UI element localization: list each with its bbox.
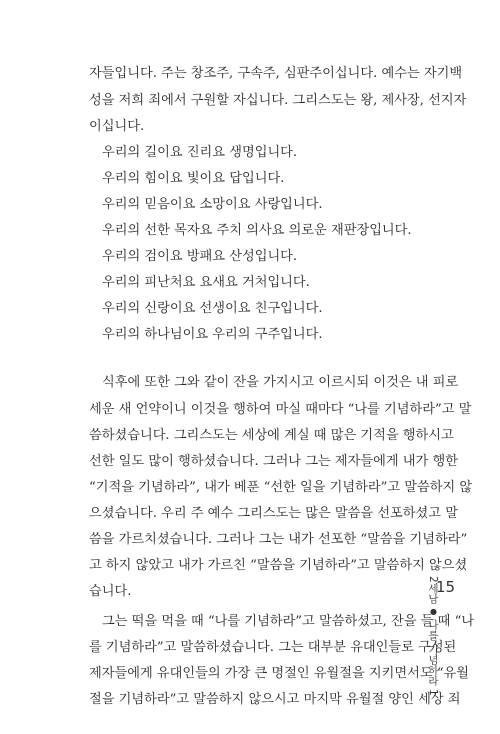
text-line: 선한 일도 많이 행하셨습니다. 그러나 그는 제자들에게 내가 행한: [89, 454, 458, 469]
litany-line: 우리의 신랑이요 선생이요 친구입니다.: [102, 301, 323, 316]
text-line: 성을 저희 죄에서 구원할 자십니다. 그리스도는 왕, 제사장, 선지자: [89, 93, 467, 108]
text-line: 그는 떡을 먹을 때 “나를 기념하라”고 말씀하셨고, 잔을 들 때 “나: [102, 614, 475, 629]
litany-line: 우리의 힘이요 빛이요 답입니다.: [102, 171, 285, 186]
litany-line: 우리의 피난처요 요새요 거처입니다.: [102, 275, 310, 290]
chapter-title: 나를 기념하라 1: [427, 619, 439, 696]
litany-line: 우리의 하나님이요 우리의 구주입니다.: [102, 327, 323, 342]
text-line: 세운 새 언약이니 이것을 행하여 마실 때마다 “나를 기념하라”고 말: [89, 402, 472, 417]
text-line: 제자들에게 유대인들의 가장 큰 명절인 유월절을 지키면서도 “유월: [89, 666, 470, 681]
text-line: 자들입니다. 주는 창조주, 구속주, 심판주이십니다. 예수는 자기백: [89, 66, 463, 81]
text-line: “기적을 기념하라”, 내가 베푼 “선한 일을 기념하라”고 말씀하지 않: [89, 480, 473, 495]
text-line: 를 기념하라”고 말씀하셨습니다. 그는 대부분 유대인들로 구성된: [89, 640, 457, 655]
text-line: 씀을 가르치셨습니다. 그러나 그는 내가 선포한 “말씀을 기념하라”: [89, 532, 468, 547]
litany-line: 우리의 선한 목자요 주치 의사요 의로운 재판장입니다.: [102, 223, 412, 238]
page-number: 15: [436, 578, 456, 596]
text-line: 씀하셨습니다. 그리스도는 세상에 계실 때 많은 기적을 행하시고: [89, 428, 454, 443]
text-line: 이십니다.: [89, 119, 145, 134]
chapter-label: 2세남: [427, 576, 439, 604]
bullet-icon: ●: [429, 607, 438, 617]
litany-line: 우리의 검이요 방패요 산성입니다.: [102, 249, 298, 264]
text-line: 습니다.: [89, 584, 132, 599]
litany-line: 우리의 길이요 진리요 생명입니다.: [102, 145, 298, 160]
text-line: 절을 기념하라”고 말씀하지 않으시고 마지막 유월절 양인 세상 죄: [89, 692, 461, 707]
text-line: 으셨습니다. 우리 주 예수 그리스도는 많은 말씀을 선포하셨고 말: [89, 506, 458, 521]
litany-line: 우리의 믿음이요 소망이요 사랑입니다.: [102, 197, 323, 212]
text-line: 식후에 또한 그와 같이 잔을 가지시고 이르시되 이것은 내 피로: [102, 375, 459, 390]
text-line: 고 하지 않았고 내가 가르친 “말씀을 기념하라”고 말씀하지 않으셨: [89, 558, 468, 573]
